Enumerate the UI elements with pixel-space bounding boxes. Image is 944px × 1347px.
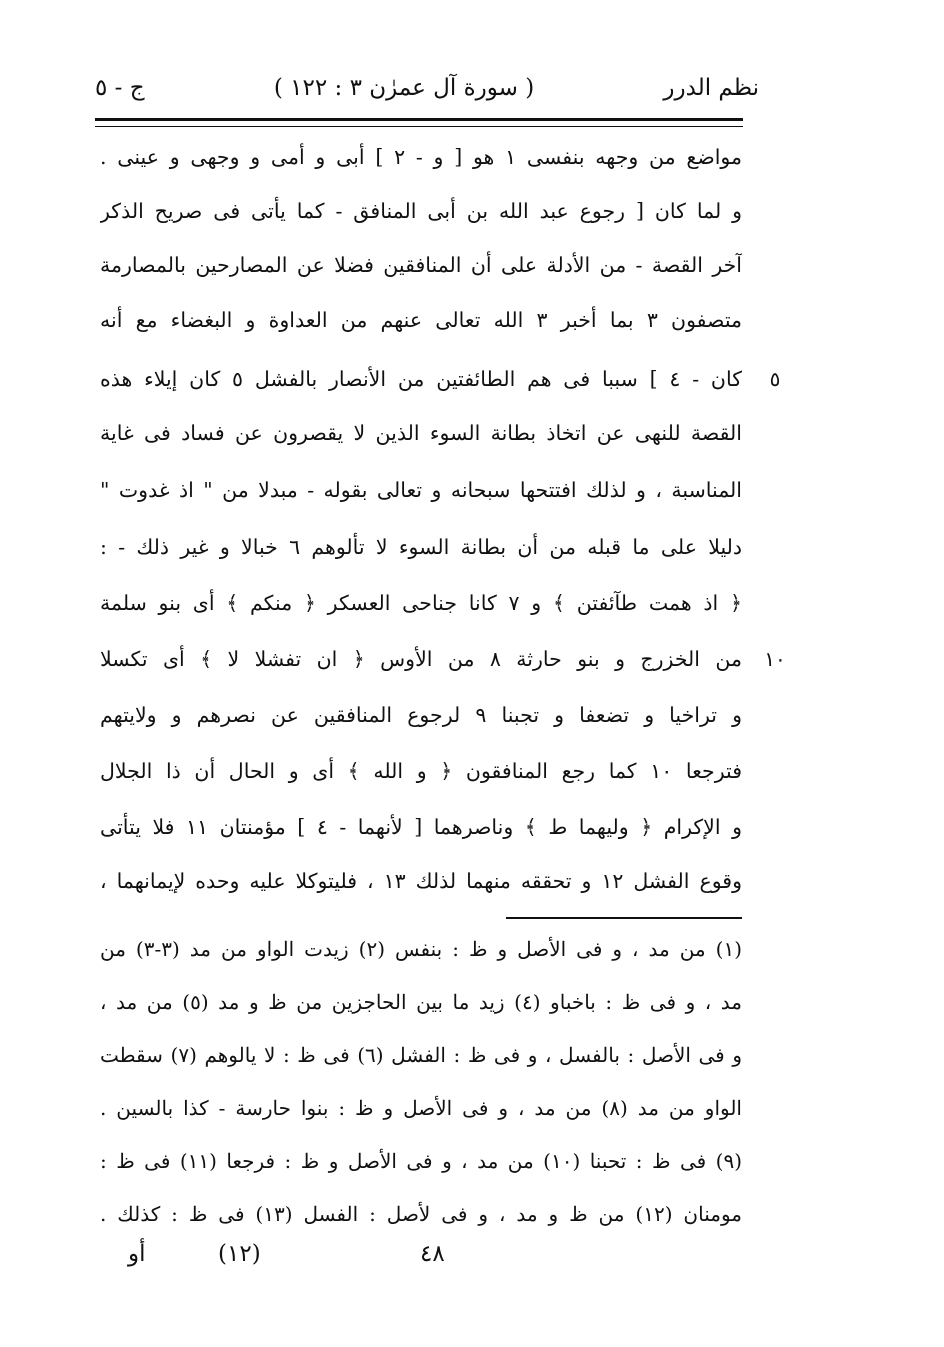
footnote-line: (٩) فى ظ : تحبنا (١٠) من مد ، و فى الأصل و ظ : فرجعا (١١) فى ظ : <box>100 1149 742 1173</box>
text-line: المناسبة ، و لذلك افتتحها سبحانه و تعالى بقوله - مبدلا من " اذ غدوت " <box>100 478 742 502</box>
text-line: دليلا على ما قبله من أن بطانة السوء لا تألوهم ٦ خبالا و غير ذلك - : <box>100 535 742 559</box>
text-line: من الخزرج و بنو حارثة ٨ من الأوس ﴿ ان تفشلا لا ﴾ أى تكسلا <box>100 647 742 671</box>
text-line: فترجعا ١٠ كما رجع المنافقون ﴿ و الله ﴾ أى و الحال أن ذا الجلال <box>100 759 742 783</box>
running-header <box>95 68 759 108</box>
footnote-separator <box>506 917 742 919</box>
text-line: القصة للنهى عن اتخاذ بطانة السوء الذين لا يقصرون عن فساد فى غاية <box>100 421 742 445</box>
signature-mark: (١٢) <box>218 1241 261 1267</box>
volume-label: ج - ٥ <box>95 75 145 101</box>
text-line: مواضع من وجهه بنفسى ١ هو [ و - ٢ ] أبى و أمى و وجهى و عينى . <box>100 145 742 169</box>
surah-reference: ( سورة آل عمرٰن ٣ : ١٢٢ ) <box>273 75 535 101</box>
header-rule-thick <box>95 118 743 121</box>
book-title: نظم الدرر <box>663 75 759 101</box>
catchword: أو <box>128 1241 146 1267</box>
text-line: ﴿ اذ همت طآئفتن ﴾ و ٧ كانا جناحى العسكر ﴿ منكم ﴾ أى بنو سلمة <box>100 591 742 615</box>
text-line: كان - ٤ ] سببا فى هم الطائفتين من الأنصار بالفشل ٥ كان إيلاء هذه <box>100 367 742 391</box>
text-line: وقوع الفشل ١٢ و تحققه منهما لذلك ١٣ ، فليتوكلا عليه وحده لإيمانهما ، <box>100 869 742 893</box>
line-number-5: ٥ <box>769 367 781 391</box>
footnote-line: و فى الأصل : بالفسل ، و فى ظ : الفشل (٦) فى ظ : لا يالوهم (٧) سقطت <box>100 1043 742 1067</box>
header-rule-thin <box>95 126 743 127</box>
page-number: ٤٨ <box>420 1241 445 1267</box>
text-line: آخر القصة - من الأدلة على أن المنافقين فضلا عن المصارحين بالمصارمة <box>100 253 742 277</box>
footnote-line: مومنان (١٢) من ظ و مد ، و فى لأصل : الفسل (١٣) فى ظ : كذلك . <box>100 1202 742 1226</box>
line-number-10: ١٠ <box>764 647 786 671</box>
text-line: متصفون ٣ بما أخبر ٣ الله تعالى عنهم من العداوة و البغضاء مع أنه <box>100 308 742 332</box>
text-line: و تراخيا و تضعفا و تجبنا ٩ لرجوع المنافقين عن نصرهم و ولايتهم <box>100 703 742 727</box>
footnote-line: (١) من مد ، و فى الأصل و ظ : بنفس (٢) زيدت الواو من مد (٣-٣) من <box>100 937 742 961</box>
text-line: و الإكرام ﴿ وليهما ط ﴾ وناصرهما [ لأنهما - ٤ ] مؤمنتان ١١ فلا يتأتى <box>100 815 742 839</box>
footnote-line: الواو من مد (٨) من مد ، و فى الأصل و ظ : بنوا حارسة - كذا بالسين . <box>100 1096 742 1120</box>
footnote-line: مد ، و فى ظ : باخباو (٤) زيد ما بين الحاجزين من ظ و مد (٥) من مد ، <box>100 990 742 1014</box>
text-line: و لما كان [ رجوع عبد الله بن أبى المنافق - كما يأتى فى صريح الذكر <box>100 199 742 223</box>
